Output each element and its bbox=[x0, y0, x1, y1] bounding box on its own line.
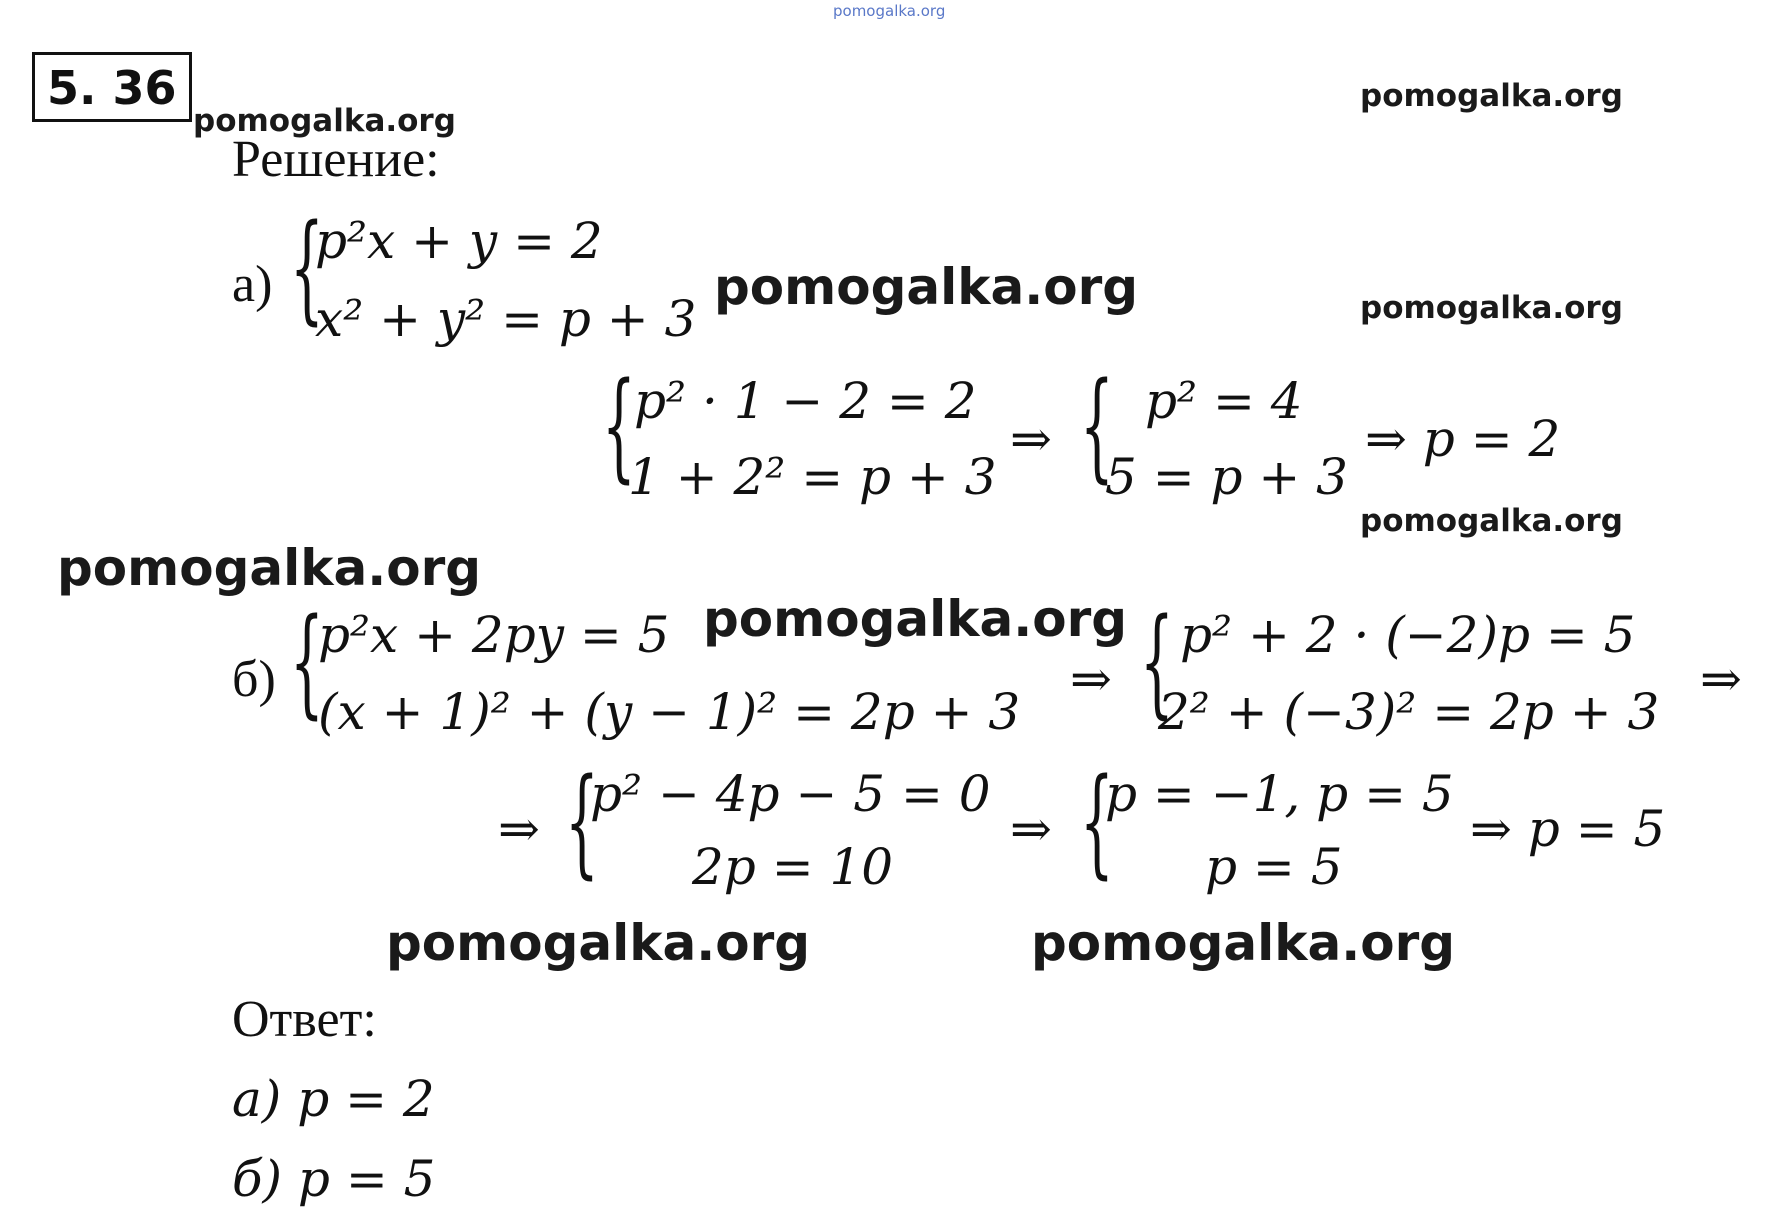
watermark-mid-a: pomogalka.org bbox=[714, 258, 1139, 316]
answer-a: а) p = 2 bbox=[232, 1070, 435, 1128]
watermark-mid-b: pomogalka.org bbox=[703, 590, 1128, 648]
part-a-eq2: x² + y² = p + 3 bbox=[315, 290, 697, 348]
watermark-right-a: pomogalka.org bbox=[1360, 290, 1623, 326]
part-b-step1-eq2: 2² + (−3)² = 2p + 3 bbox=[1158, 683, 1660, 741]
part-b-step2-eq1: p² − 4p − 5 = 0 bbox=[590, 765, 991, 823]
part-a-step2-eq1: p² = 4 bbox=[1145, 372, 1303, 430]
part-a-step1-eq2: 1 + 2² = p + 3 bbox=[628, 448, 997, 506]
part-b-step3-eq2: p = 5 bbox=[1205, 838, 1343, 896]
part-b-step3-eq1: p = −1, p = 5 bbox=[1105, 765, 1454, 823]
watermark-left-b: pomogalka.org bbox=[57, 539, 482, 597]
answer-b: б) p = 5 bbox=[232, 1150, 436, 1208]
part-b-arrow1: ⇒ bbox=[1070, 650, 1112, 708]
part-a-brace: { bbox=[290, 198, 324, 336]
watermark-below-number: pomogalka.org bbox=[193, 103, 456, 139]
part-b-step1-eq1: p² + 2 · (−2)p = 5 bbox=[1180, 606, 1636, 664]
part-a-eq1: p²x + y = 2 bbox=[315, 212, 603, 270]
part-b-step2-brace: { bbox=[565, 752, 599, 890]
part-b-eq1: p²x + 2py = 5 bbox=[318, 606, 670, 664]
part-b-arrow4: ⇒ bbox=[1010, 800, 1052, 858]
watermark-header-right: pomogalka.org bbox=[1360, 78, 1623, 114]
watermark-right-a2: pomogalka.org bbox=[1360, 503, 1623, 539]
solution-label: Решение: bbox=[232, 131, 440, 188]
watermark-bottom-right: pomogalka.org bbox=[1031, 914, 1456, 972]
part-a-result: ⇒ p = 2 bbox=[1365, 410, 1561, 468]
part-b-arrow3: ⇒ bbox=[498, 800, 540, 858]
part-b-result: ⇒ p = 5 bbox=[1470, 800, 1666, 858]
watermark-top: pomogalka.org bbox=[833, 2, 946, 20]
watermark-bottom-left: pomogalka.org bbox=[386, 914, 811, 972]
part-b-brace: { bbox=[290, 592, 324, 730]
part-b-eq2: (x + 1)² + (y − 1)² = 2p + 3 bbox=[318, 683, 1021, 741]
part-a-step1-eq1: p² · 1 − 2 = 2 bbox=[634, 372, 977, 430]
part-b-label: б) bbox=[232, 651, 276, 708]
part-b-step2-eq2: 2p = 10 bbox=[692, 838, 894, 896]
part-b-arrow2: ⇒ bbox=[1700, 650, 1742, 708]
part-a-label: а) bbox=[232, 256, 273, 313]
part-b-step1-brace: { bbox=[1140, 592, 1174, 730]
answer-label: Ответ: bbox=[232, 991, 377, 1048]
part-a-step1-brace: { bbox=[602, 356, 636, 494]
part-b-step3-brace: { bbox=[1080, 752, 1114, 890]
part-a-step2-brace: { bbox=[1080, 356, 1114, 494]
part-a-arrow1: ⇒ bbox=[1010, 410, 1052, 468]
problem-number: 5. 36 bbox=[32, 52, 192, 122]
part-a-step2-eq2: 5 = p + 3 bbox=[1105, 448, 1348, 506]
